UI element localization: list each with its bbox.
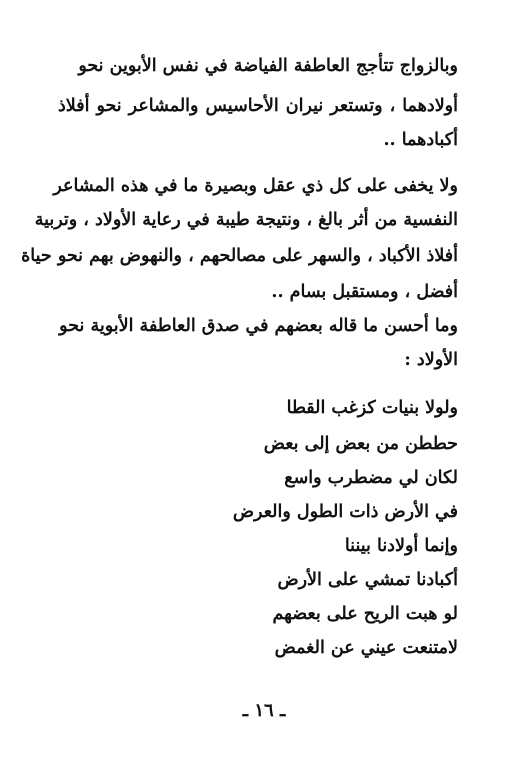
- poem-line-2: حططن من بعض إلى بعض: [263, 434, 458, 454]
- paragraph-2-line-1: ولا يخفى على كل ذي عقل وبصيرة ما في هذه المشاعر: [53, 176, 458, 196]
- paragraph-1-line-1: وبالزواج تتأجج العاطفة الفياضة في نفس الأبوين نحو: [78, 56, 458, 76]
- paragraph-2-line-3: أفلاذ الأكباد ، والسهر على مصالحهم ، والنهوض بهم نحو حياة: [21, 246, 458, 266]
- paragraph-3-line-1: وما أحسن ما قاله بعضهم في صدق العاطفة الأبوية نحو: [59, 316, 458, 336]
- paragraph-1-line-3: أكبادهما ..: [383, 130, 458, 150]
- paragraph-2-line-2: النفسية من أثر بالغ ، ونتيجة طيبة في رعاية الأولاد ، وتربية: [34, 210, 458, 230]
- page-number: ـ ١٦ ـ: [242, 700, 286, 721]
- poem-line-8: لامتنعت عيني عن الغمض: [274, 638, 458, 658]
- paragraph-2-line-4: أفضل ، ومستقبل بسام ..: [271, 282, 458, 302]
- paragraph-1-line-2: أولادهما ، وتستعر نيران الأحاسيس والمشاعر نحو أفلاذ: [58, 96, 458, 116]
- poem-line-6: أكبادنا تمشي على الأرض: [277, 570, 458, 590]
- poem-line-5: وإنما أولادنا بيننا: [344, 536, 458, 556]
- poem-line-4: في الأرض ذات الطول والعرض: [232, 502, 458, 522]
- poem-line-3: لكان لي مضطرب واسع: [284, 468, 458, 488]
- poem-line-7: لو هبت الريح على بعضهم: [272, 604, 458, 624]
- poem-line-1: ولولا بنيات كزغب القطا: [286, 398, 458, 418]
- paragraph-3-line-2: الأولاد :: [404, 350, 458, 370]
